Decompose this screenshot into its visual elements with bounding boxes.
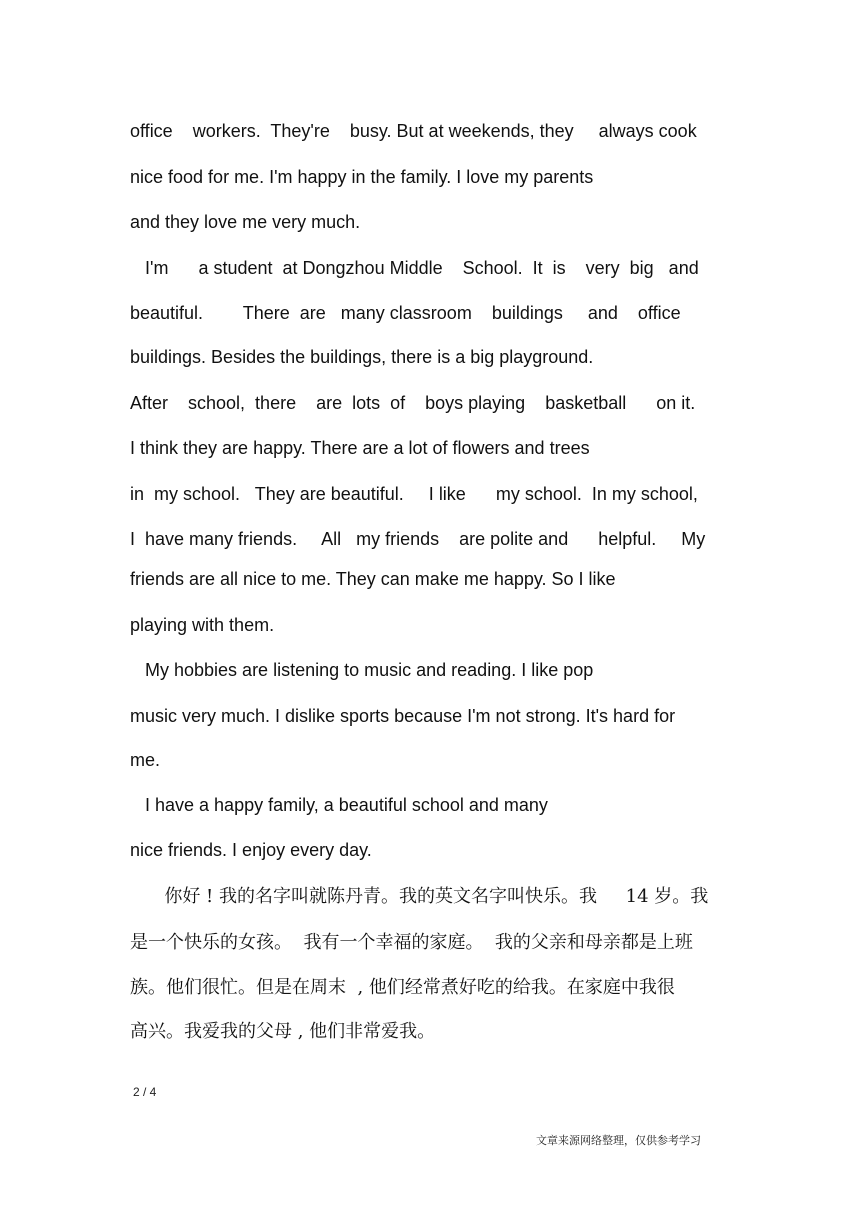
text-line: playing with them. — [130, 615, 275, 635]
text-line: me. — [130, 750, 161, 770]
text-line: nice friends. I enjoy every day. — [130, 840, 372, 860]
text-line: music very much. I dislike sports because I'm not strong. It's hard for — [130, 706, 676, 726]
text-line: After school, there are lots of boys playing basketball on it. — [130, 393, 696, 413]
text-line: friends are all nice to me. They can make me happy. So I like — [130, 569, 616, 589]
text-line: buildings. Besides the buildings, there is a big playground. — [130, 347, 594, 367]
chinese-text-line: 高兴。我爱我的父母 , 他们非常爱我。 — [130, 1021, 436, 1042]
text-line: My hobbies are listening to music and reading. I like pop — [130, 660, 594, 680]
chinese-text-line: 是一个快乐的女孩。 我有一个幸福的家庭。 我的父亲和母亲都是上班 — [130, 932, 693, 953]
text-line: I think they are happy. There are a lot of flowers and trees — [130, 438, 590, 458]
footer-note: 文章来源网络整理，仅供参考学习 — [536, 1134, 701, 1147]
text-line: in my school. They are beautiful. I like my school. In my school, — [130, 484, 698, 504]
text-line: I have many friends. All my friends are polite and helpful. My — [130, 529, 706, 549]
page-number: 2 / 4 — [133, 1085, 157, 1099]
text-line: I have a happy family, a beautiful school and many — [130, 795, 548, 815]
text-line: I'm a student at Dongzhou Middle School. It is very big and — [130, 258, 699, 278]
text-line: and they love me very much. — [130, 212, 361, 232]
text-line: nice food for me. I'm happy in the family. I love my parents — [130, 167, 594, 187]
text-line: office workers. They're busy. But at weekends, they always cook — [130, 121, 697, 141]
text-line: beautiful. There are many classroom buildings and office — [130, 303, 681, 323]
chinese-text-line: 族。他们很忙。但是在周末 , 他们经常煮好吃的给我。在家庭中我很 — [130, 977, 675, 998]
chinese-text-line: 你好 ! 我的名字叫就陈丹青。我的英文名字叫快乐。我 14 岁。我 — [130, 886, 709, 907]
